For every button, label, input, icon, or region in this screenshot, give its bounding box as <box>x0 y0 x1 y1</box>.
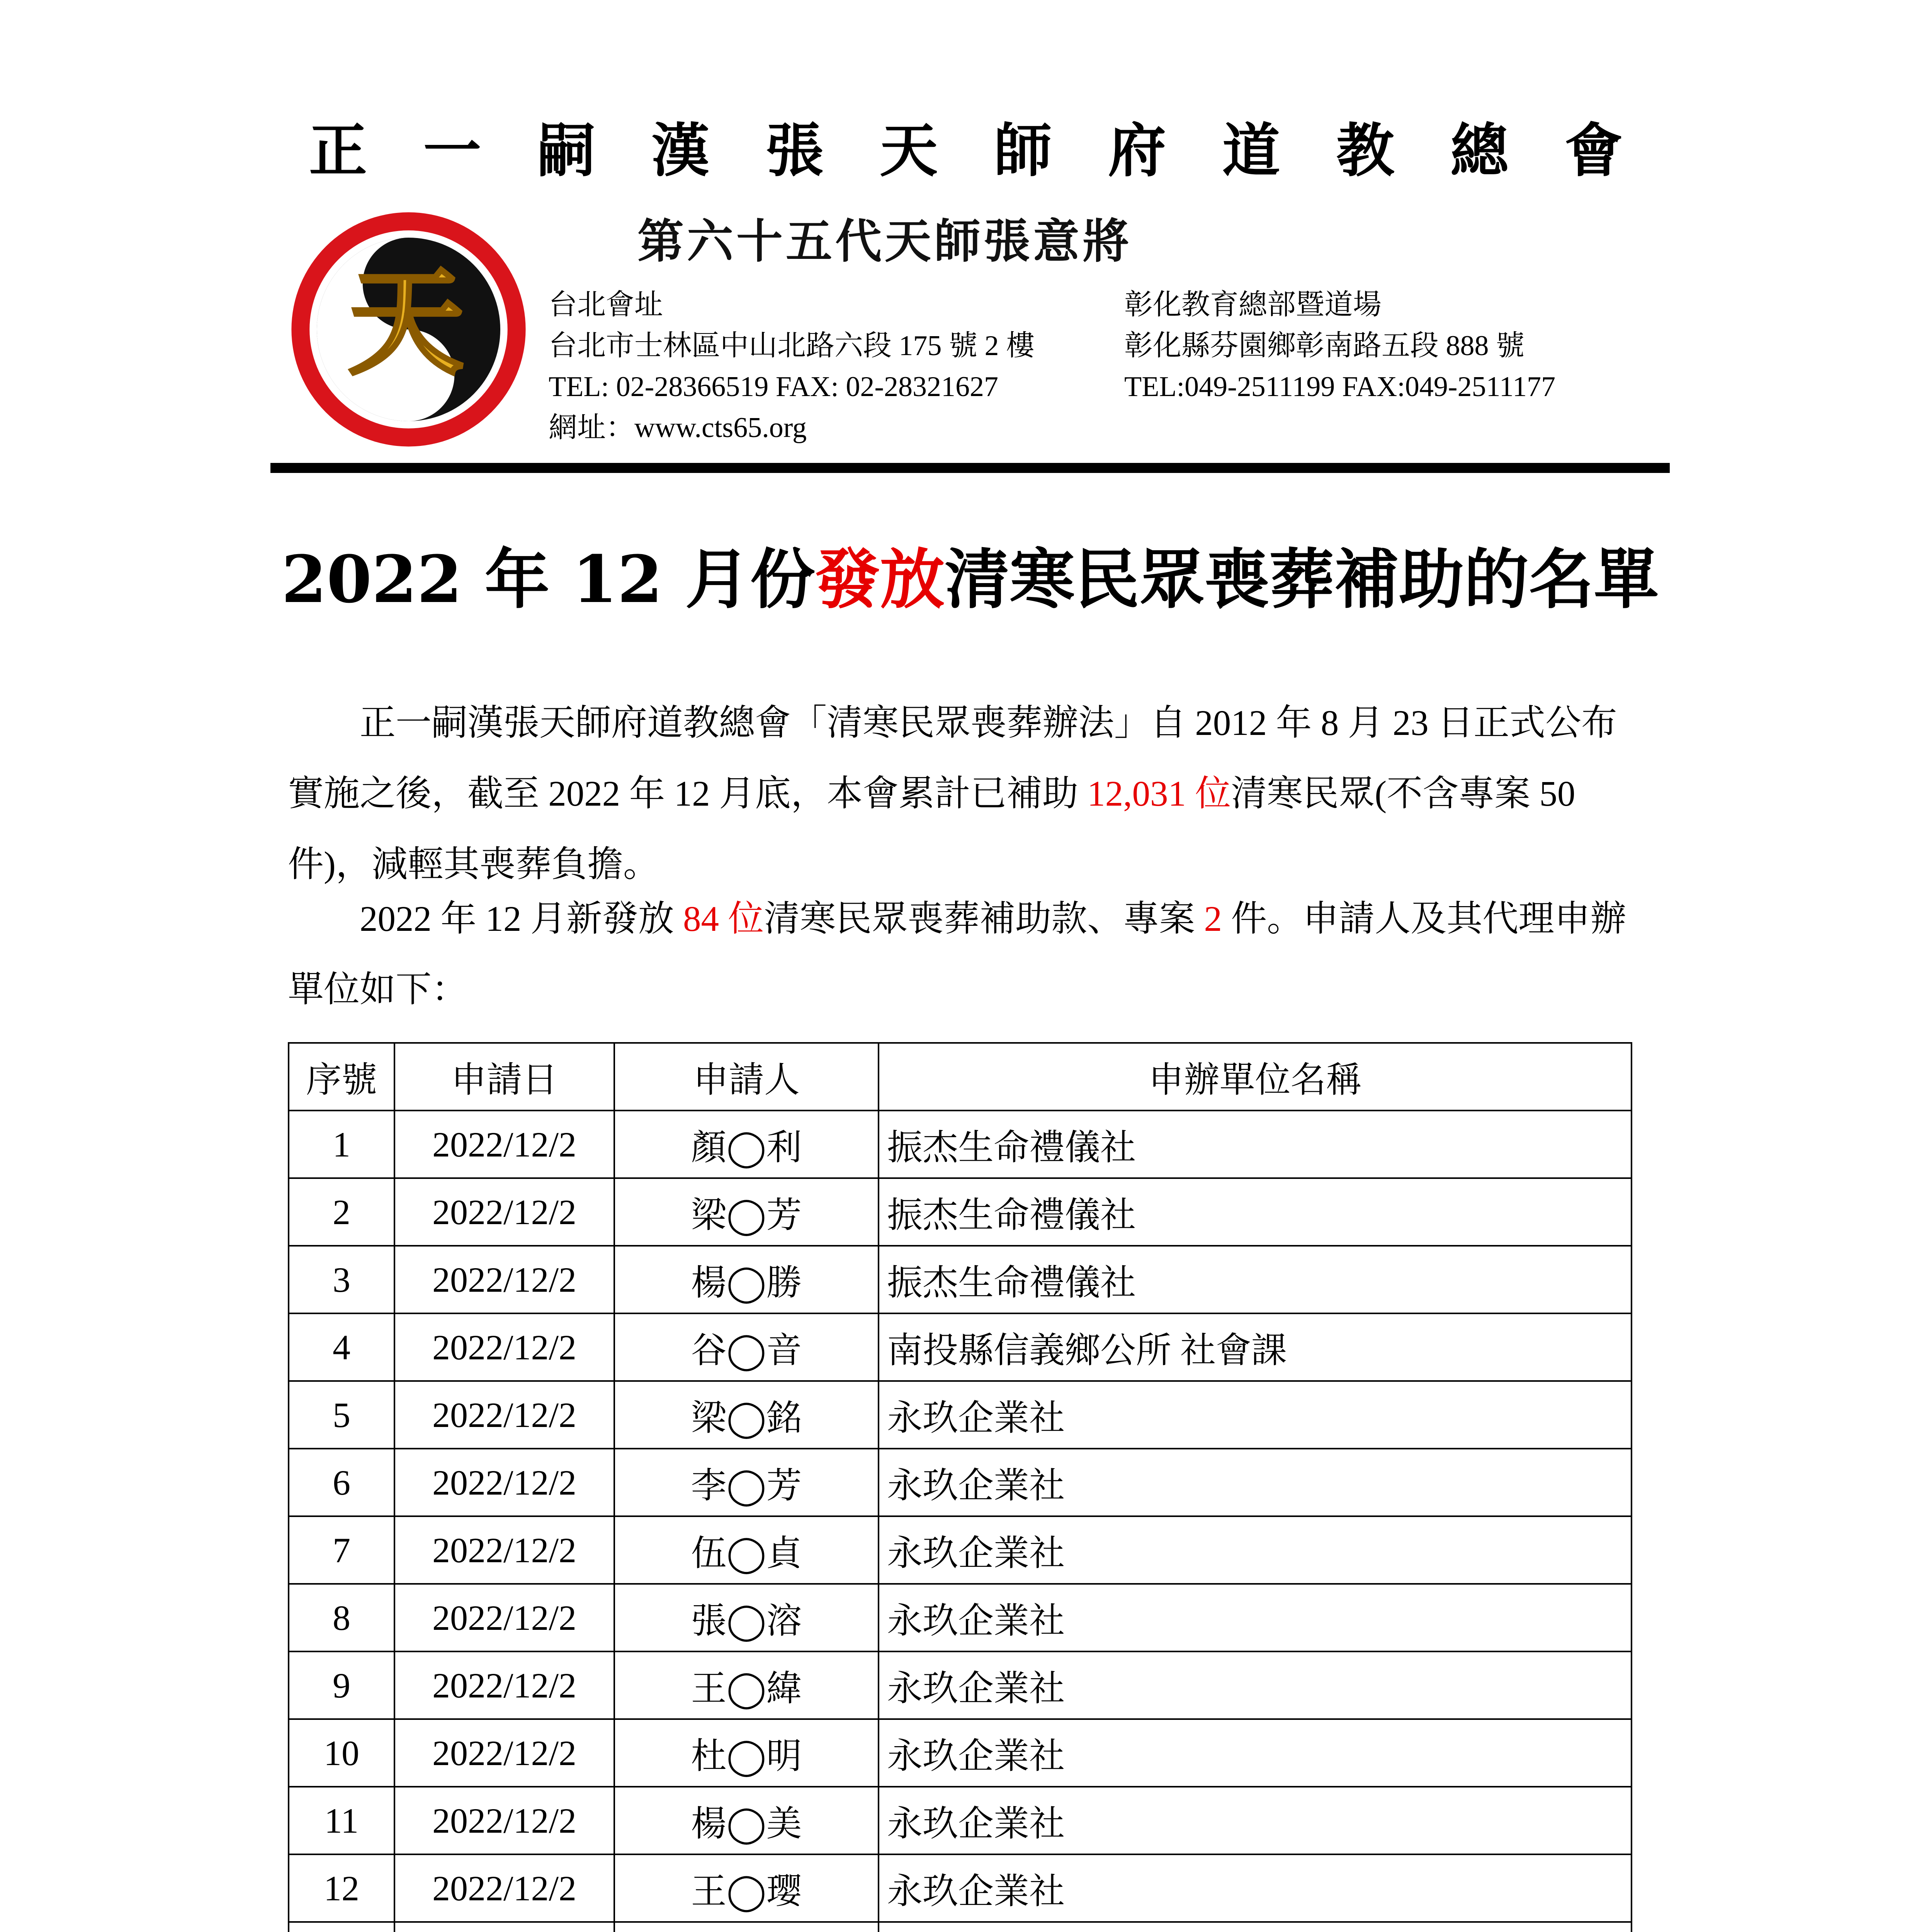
row-applicant: 谷◯音 <box>614 1313 879 1381</box>
row-serial <box>289 1922 394 1932</box>
intro-text-pre: 正一嗣漢張天師府道教總會「清寒民眾喪葬辦法」自 2012 年 8 月 23 日正式公布實施之後，截至 2022 年 12 月底，本會累計已補助 <box>288 703 1617 814</box>
org-name-char: 會 <box>1564 117 1623 185</box>
row-applicant <box>614 1922 879 1932</box>
row-date: 2022/12/2 <box>394 1381 614 1449</box>
changhua-label: 彰化教育總部暨道場 <box>1124 289 1382 321</box>
table-row <box>289 1516 1631 1584</box>
summary-text-mid: 清寒民眾喪葬補助款、專案 <box>764 899 1204 939</box>
taipei-phone: TEL: 02-28366519 FAX: 02-28321627 <box>549 371 999 403</box>
row-agency: 振杰生命禮儀社 <box>879 1178 1631 1246</box>
row-agency: 振杰生命禮儀社 <box>879 1246 1631 1313</box>
org-name-char: 張 <box>765 117 824 185</box>
org-name-char: 天 <box>880 117 938 185</box>
row-serial: 12 <box>289 1854 394 1922</box>
row-applicant: 李◯芳 <box>614 1449 879 1516</box>
org-name-char: 漢 <box>651 117 710 185</box>
row-applicant: 顏◯利 <box>614 1111 879 1178</box>
row-date: 2022/12/2 <box>394 1178 614 1246</box>
row-date: 2022/12/2 <box>394 1111 614 1178</box>
title-text-pre: 2022 年 12 月份 <box>281 541 815 617</box>
table-row <box>289 1651 1631 1719</box>
table-row <box>289 1111 1631 1178</box>
table-row <box>289 1922 1631 1932</box>
row-applicant: 楊◯美 <box>614 1787 879 1854</box>
master-title: 第六十五代天師張意將 <box>637 214 1132 269</box>
row-date: 2022/12/2 <box>394 1516 614 1584</box>
taipei-label: 台北會址 <box>549 289 663 321</box>
changhua-phone: TEL:049-2511199 FAX:049-2511177 <box>1124 371 1556 403</box>
row-date: 2022/12/2 <box>394 1313 614 1381</box>
row-serial: 8 <box>289 1584 394 1651</box>
monthly-count: 84 位 <box>683 899 764 939</box>
row-applicant: 張◯溶 <box>614 1584 879 1651</box>
row-date: 2022/12/2 <box>394 1651 614 1719</box>
row-serial: 4 <box>289 1313 394 1381</box>
org-name-char: 正 <box>309 117 367 185</box>
row-agency: 永玖企業社 <box>879 1516 1631 1584</box>
row-agency: 永玖企業社 <box>879 1449 1631 1516</box>
changhua-address: 彰化縣芬園鄉彰南路五段 888 號 <box>1124 330 1524 362</box>
row-serial: 7 <box>289 1516 394 1584</box>
table-row <box>289 1246 1631 1313</box>
row-applicant: 王◯緯 <box>614 1651 879 1719</box>
org-name-char: 總 <box>1450 117 1509 185</box>
row-agency: 南投縣信義鄉公所 社會課 <box>879 1313 1631 1381</box>
organization-name <box>309 117 1623 185</box>
row-serial: 2 <box>289 1178 394 1246</box>
row-applicant: 王◯璎 <box>614 1854 879 1922</box>
row-serial: 6 <box>289 1449 394 1516</box>
table-header-row <box>289 1043 1631 1111</box>
header-applicant: 申請人 <box>614 1043 879 1111</box>
total-count: 12,031 位 <box>1087 774 1231 814</box>
table-row <box>289 1449 1631 1516</box>
subsidy-table <box>288 1042 1632 1932</box>
row-serial: 3 <box>289 1246 394 1313</box>
row-date: 2022/12/2 <box>394 1719 614 1787</box>
row-agency: 永玖企業社 <box>879 1381 1631 1449</box>
row-serial: 10 <box>289 1719 394 1787</box>
header-date: 申請日 <box>394 1043 614 1111</box>
intro-paragraph <box>288 688 1632 900</box>
row-date: 2022/12/2 <box>394 1449 614 1516</box>
row-agency: 永玖企業社 <box>879 1854 1631 1922</box>
table-row <box>289 1719 1631 1787</box>
project-count: 2 <box>1204 899 1222 939</box>
title-text-post: 清寒民眾喪葬補助的名單 <box>945 541 1659 617</box>
taipei-address: 台北市士林區中山北路六段 175 號 2 樓 <box>549 330 1035 362</box>
row-agency <box>879 1922 1631 1932</box>
table-row <box>289 1178 1631 1246</box>
row-serial: 11 <box>289 1787 394 1854</box>
table-row <box>289 1584 1631 1651</box>
title-highlight: 發放 <box>815 541 945 617</box>
row-agency: 振杰生命禮儀社 <box>879 1111 1631 1178</box>
summary-text-post: 件。申請人及其代理申辦單位如下： <box>288 899 1626 1010</box>
row-applicant: 杜◯明 <box>614 1719 879 1787</box>
org-name-char: 嗣 <box>537 117 595 185</box>
org-name-char: 一 <box>423 117 481 185</box>
org-name-char: 道 <box>1222 117 1280 185</box>
row-date: 2022/12/2 <box>394 1246 614 1313</box>
header-divider <box>270 463 1670 473</box>
table-row <box>289 1787 1631 1854</box>
table-body <box>289 1111 1631 1932</box>
org-name-char: 府 <box>1108 117 1166 185</box>
summary-text-pre: 2022 年 12 月新發放 <box>360 899 683 939</box>
table-row <box>289 1854 1631 1922</box>
header-agency: 申辦單位名稱 <box>879 1043 1631 1111</box>
table-row <box>289 1313 1631 1381</box>
table-row <box>289 1381 1631 1449</box>
logo-character: 天 <box>348 254 464 391</box>
org-name-char: 師 <box>994 117 1052 185</box>
row-applicant: 楊◯勝 <box>614 1246 879 1313</box>
row-serial: 1 <box>289 1111 394 1178</box>
row-agency: 永玖企業社 <box>879 1651 1631 1719</box>
row-applicant: 伍◯貞 <box>614 1516 879 1584</box>
row-serial: 5 <box>289 1381 394 1449</box>
row-agency: 永玖企業社 <box>879 1787 1631 1854</box>
row-date: 2022/12/2 <box>394 1787 614 1854</box>
row-date: 2022/12/2 <box>394 1854 614 1922</box>
header-serial: 序號 <box>289 1043 394 1111</box>
summary-paragraph <box>288 884 1632 1025</box>
row-date: 2022/12/2 <box>394 1584 614 1651</box>
intro-text-post: 清寒民眾(不含專案 50 件)，減輕其喪葬負擔。 <box>288 774 1575 884</box>
row-serial: 9 <box>289 1651 394 1719</box>
row-date <box>394 1922 614 1932</box>
taiji-logo <box>288 209 529 450</box>
document-title <box>270 541 1670 617</box>
row-agency: 永玖企業社 <box>879 1584 1631 1651</box>
row-applicant: 梁◯芳 <box>614 1178 879 1246</box>
org-name-char: 教 <box>1336 117 1395 185</box>
row-applicant: 梁◯銘 <box>614 1381 879 1449</box>
website-link[interactable]: 網址：www.cts65.org <box>549 412 807 444</box>
row-agency: 永玖企業社 <box>879 1719 1631 1787</box>
